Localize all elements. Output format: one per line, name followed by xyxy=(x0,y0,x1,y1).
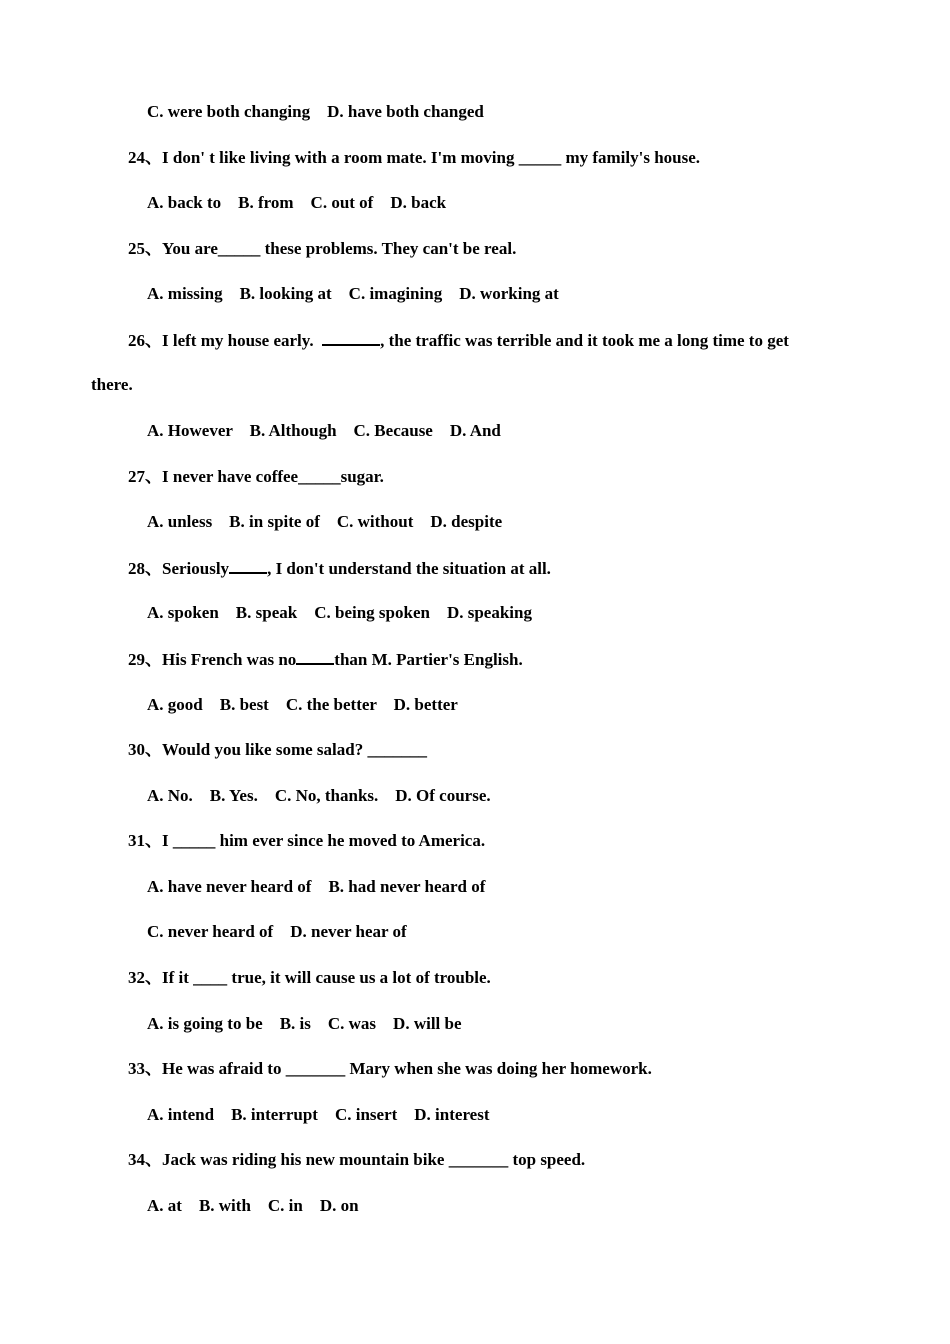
option-line-23: C. were both changing D. have both changed xyxy=(147,102,484,121)
options-25: A. missing B. looking at C. imagining D. working at xyxy=(147,284,559,303)
question-29-part2: than M. Partier's English. xyxy=(334,650,523,669)
question-30: 30、Would you like some salad? _______ xyxy=(128,740,427,759)
question-33: 33、He was afraid to _______ Mary when she was doing her homework. xyxy=(128,1059,652,1078)
options-31-row1: A. have never heard of B. had never heard of xyxy=(147,877,486,896)
question-32: 32、If it ____ true, it will cause us a lot of trouble. xyxy=(128,968,491,987)
question-26 xyxy=(128,329,789,352)
question-31: 31、I _____ him ever since he moved to America. xyxy=(128,831,486,850)
options-33: A. intend B. interrupt C. insert D. interest xyxy=(147,1105,490,1124)
options-28: A. spoken B. speak C. being spoken D. speaking xyxy=(147,603,532,622)
question-29 xyxy=(128,648,523,671)
answer-blank xyxy=(296,648,334,665)
question-27: 27、I never have coffee_____sugar. xyxy=(128,467,384,486)
options-31-row2: C. never heard of D. never hear of xyxy=(147,922,407,941)
question-24: 24、I don' t like living with a room mate. I'm moving _____ my family's house. xyxy=(128,148,701,167)
answer-blank xyxy=(322,329,380,346)
answer-blank xyxy=(229,557,267,574)
question-29-part1: 29、His French was no xyxy=(128,650,297,669)
question-25: 25、You are_____ these problems. They can't be real. xyxy=(128,239,517,258)
question-34: 34、Jack was riding his new mountain bike _______ top speed. xyxy=(128,1150,586,1169)
options-32: A. is going to be B. is C. was D. will be xyxy=(147,1014,462,1033)
question-26-continuation: there. xyxy=(91,375,133,394)
options-29: A. good B. best C. the better D. better xyxy=(147,695,458,714)
question-26-part2: , the traffic was terrible and it took me a long time to get xyxy=(380,331,789,350)
question-28-part2: , I don't understand the situation at all. xyxy=(267,559,551,578)
options-30: A. No. B. Yes. C. No, thanks. D. Of course. xyxy=(147,786,491,805)
question-28-part1: 28、Seriously xyxy=(128,559,230,578)
options-34: A. at B. with C. in D. on xyxy=(147,1196,359,1215)
question-28 xyxy=(128,557,551,580)
options-24: A. back to B. from C. out of D. back xyxy=(147,193,447,212)
options-26: A. However B. Although C. Because D. And xyxy=(147,421,501,440)
question-26-part1: 26、I left my house early. xyxy=(128,331,314,350)
options-27: A. unless B. in spite of C. without D. despite xyxy=(147,512,503,531)
